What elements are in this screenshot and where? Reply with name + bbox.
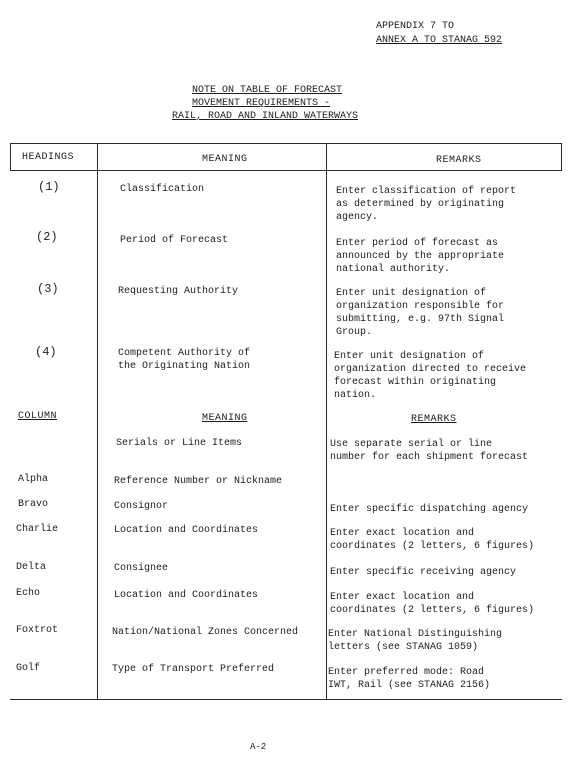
column-label-charlie: Charlie [16,524,59,535]
title-line-3: RAIL, ROAD AND INLAND WATERWAYS [172,111,359,122]
remarks-4-line-1: Enter unit designation of [334,351,485,362]
column-meaning-echo: Location and Coordinates [114,590,259,601]
table-top-rule [10,143,562,144]
column-remarks-foxtrot-line-1: Enter National Distinguishing [328,629,503,640]
column-label-echo: Echo [16,588,41,599]
page-number: A-2 [250,742,267,752]
column-meaning-alpha: Reference Number or Nickname [114,476,283,487]
column-remarks-bravo: Enter specific dispatching agency [330,504,529,515]
heading-3: (3) [37,282,59,296]
remarks-2-line-3: national authority. [336,264,451,275]
column-meaning-bravo: Consignor [114,501,169,512]
table-divider-1 [97,143,98,700]
remarks-3-line-4: Group. [336,327,373,338]
remarks-2-line-1: Enter period of forecast as [336,238,499,249]
meaning-2: Period of Forecast [120,235,229,246]
remarks-1-line-1: Enter classification of report [336,186,517,197]
table-right-border [561,143,562,171]
remarks-3-line-2: organization responsible for [336,301,505,312]
title-line-2: MOVEMENT REQUIREMENTS - [192,98,331,109]
remarks-3-line-1: Enter unit designation of [336,288,487,299]
appendix-line-1: APPENDIX 7 TO [376,21,455,32]
table-header-rule [10,170,562,171]
table-divider-2 [326,143,327,700]
meaning-4: Competent Authority of the Originating Nation [118,348,251,372]
column-label-alpha: Alpha [18,474,49,485]
remarks-4-line-3: forecast within originating [334,377,497,388]
header-remarks: REMARKS [436,155,482,166]
table-left-border [10,143,11,171]
column-label-bravo: Bravo [18,499,49,510]
remarks-1-line-2: as determined by originating [336,199,505,210]
remarks-4-line-4: nation. [334,390,377,401]
meaning-1: Classification [120,184,205,195]
header-meaning: MEANING [202,154,248,165]
column-remarks-foxtrot-line-2: letters (see STANAG 1059) [328,642,479,653]
column-remarks-serials-line-1: Use separate serial or line [330,439,493,450]
remarks-1-line-3: agency. [336,212,379,223]
heading-4: (4) [35,345,57,359]
column-remarks-delta: Enter specific receiving agency [330,567,517,578]
remarks-4-line-2: organization directed to receive [334,364,527,375]
header-column: COLUMN [18,411,58,422]
header-remarks-2: REMARKS [411,414,457,425]
column-remarks-echo-line-2: coordinates (2 letters, 6 figures) [330,605,535,616]
column-meaning-serials: Serials or Line Items [116,438,243,449]
column-remarks-echo-line-1: Enter exact location and [330,592,475,603]
column-meaning-delta: Consignee [114,563,169,574]
column-remarks-charlie-line-1: Enter exact location and [330,528,475,539]
remarks-2-line-2: announced by the appropriate [336,251,505,262]
title-line-1: NOTE ON TABLE OF FORECAST [192,85,343,96]
heading-2: (2) [36,230,58,244]
remarks-3-line-3: submitting, e.g. 97th Signal [336,314,505,325]
column-meaning-golf: Type of Transport Preferred [112,664,275,675]
column-remarks-charlie-line-2: coordinates (2 letters, 6 figures) [330,541,535,552]
column-remarks-golf-line-2: IWT, Rail (see STANAG 2156) [328,680,491,691]
table-bottom-rule [10,699,562,700]
column-label-golf: Golf [16,663,41,674]
column-remarks-serials-line-2: number for each shipment forecast [330,452,529,463]
column-label-delta: Delta [16,562,47,573]
heading-1: (1) [38,180,60,194]
column-meaning-foxtrot: Nation/National Zones Concerned [112,627,299,638]
meaning-3: Requesting Authority [118,286,239,297]
header-headings: HEADINGS [22,152,75,163]
column-meaning-charlie: Location and Coordinates [114,525,259,536]
column-remarks-golf-line-1: Enter preferred mode: Road [328,667,485,678]
appendix-line-2: ANNEX A TO STANAG 592 [376,35,503,46]
header-meaning-2: MEANING [202,413,248,424]
column-label-foxtrot: Foxtrot [16,625,59,636]
